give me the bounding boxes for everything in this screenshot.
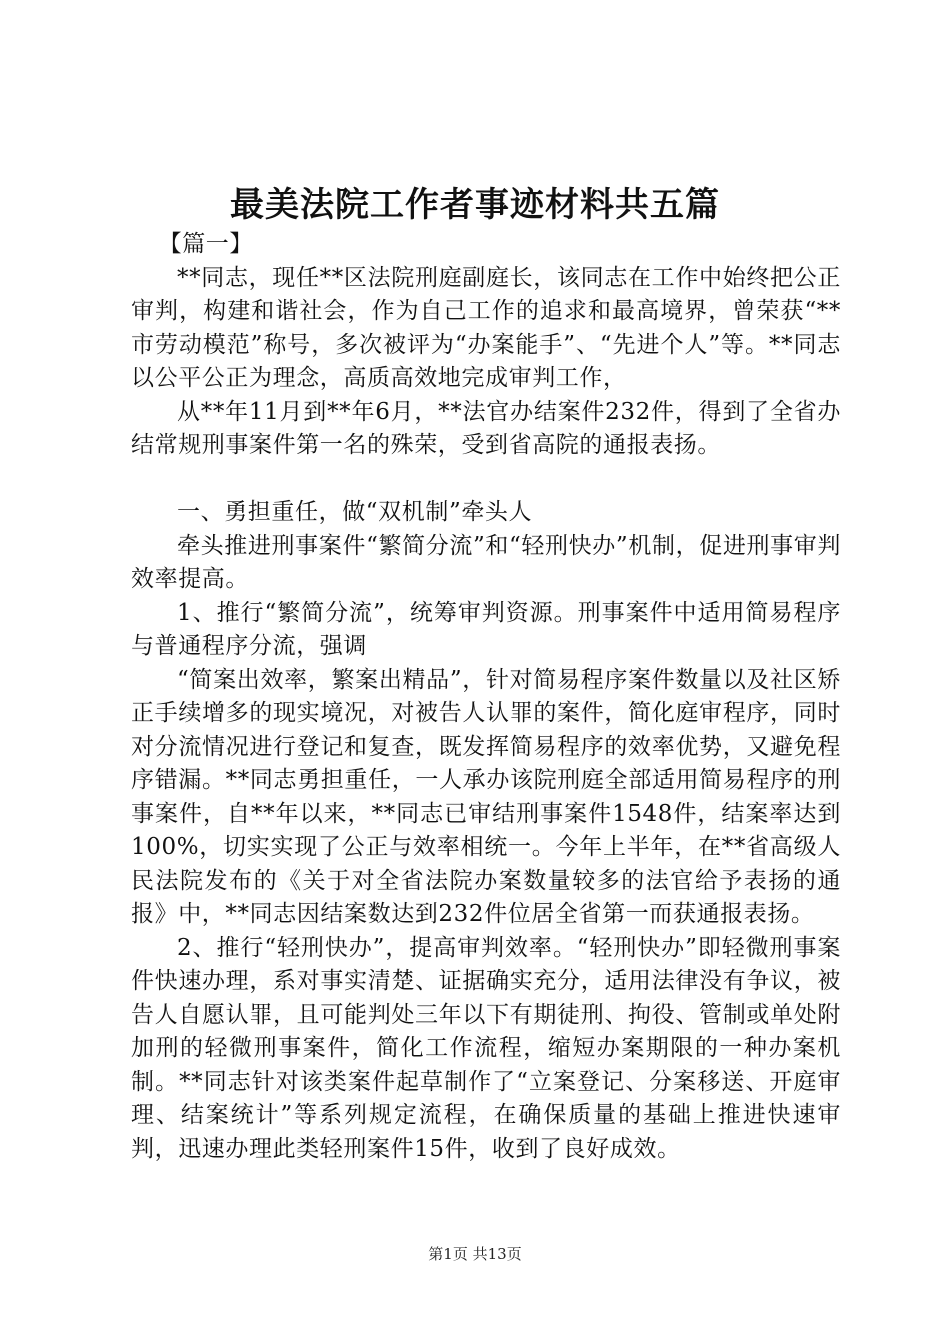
body-paragraph: 1、推行“繁简分流”，统筹审判资源。刑事案件中适用简易程序与普通程序分流，强调 — [131, 599, 841, 659]
body-paragraph: 牵头推进刑事案件“繁简分流”和“轻刑快办”机制，促进刑事审判效率提高。 — [131, 532, 841, 592]
body-paragraph: 从**年11月到**年6月，**法官办结案件232件，得到了全省办结常规刑事案件第一名的殊荣，受到省高院的通报表扬。 — [131, 398, 841, 458]
section-tag: 【篇一】 — [158, 231, 253, 257]
body-paragraph: “简案出效率，繁案出精品”，针对简易程序案件数量以及社区矫正手续增多的现实境况，对被告人认罪的案件，简化庭审程序，同时对分流情况进行登记和复查，既发挥简易程序的效率优势，又避免程序错漏。**同志勇担重任，一人承办该院刑庭全部适用简易程序的刑事案件，自**年以来，**同志已审结刑事案件1548件，结案率达到100%，切实实现了公正与效率相统一。今年上半年，在**省高级人民法院发布的《关于对全省法院办案数量较多的法官给予表扬的通报》中，**同志因结案数达到232件位居全省第一而获通报表扬。 — [131, 666, 841, 927]
blank-line — [131, 463, 841, 497]
section-heading: 一、勇担重任，做“双机制”牵头人 — [177, 499, 533, 525]
body-paragraph: 2、推行“轻刑快办”，提高审判效率。“轻刑快办”即轻微刑事案件快速办理，系对事实清楚、证据确实充分，适用法律没有争议，被告人自愿认罪，且可能判处三年以下有期徒刑、拘役、管制或单处附加刑的轻微刑事案件，简化工作流程，缩短办案期限的一种办案机制。**同志针对该类案件起草制作了“立案登记、分案移送、开庭审理、结案统计”等系列规定流程，在确保质量的基础上推进快速审判，迅速办理此类轻刑案件15件，收到了良好成效。 — [131, 934, 841, 1162]
document-title: 最美法院工作者事迹材料共五篇 — [230, 185, 720, 225]
document-body — [131, 228, 841, 1166]
body-paragraph: **同志，现任**区法院刑庭副庭长，该同志在工作中始终把公正审判，构建和谐社会，作为自己工作的追求和最高境界，曾荣获“**市劳动模范”称号，多次被评为“办案能手”、“先进个人”等。**同志以公平公正为理念，高质高效地完成审判工作， — [131, 264, 841, 391]
page-footer: 第1页 共13页 — [428, 1245, 522, 1263]
